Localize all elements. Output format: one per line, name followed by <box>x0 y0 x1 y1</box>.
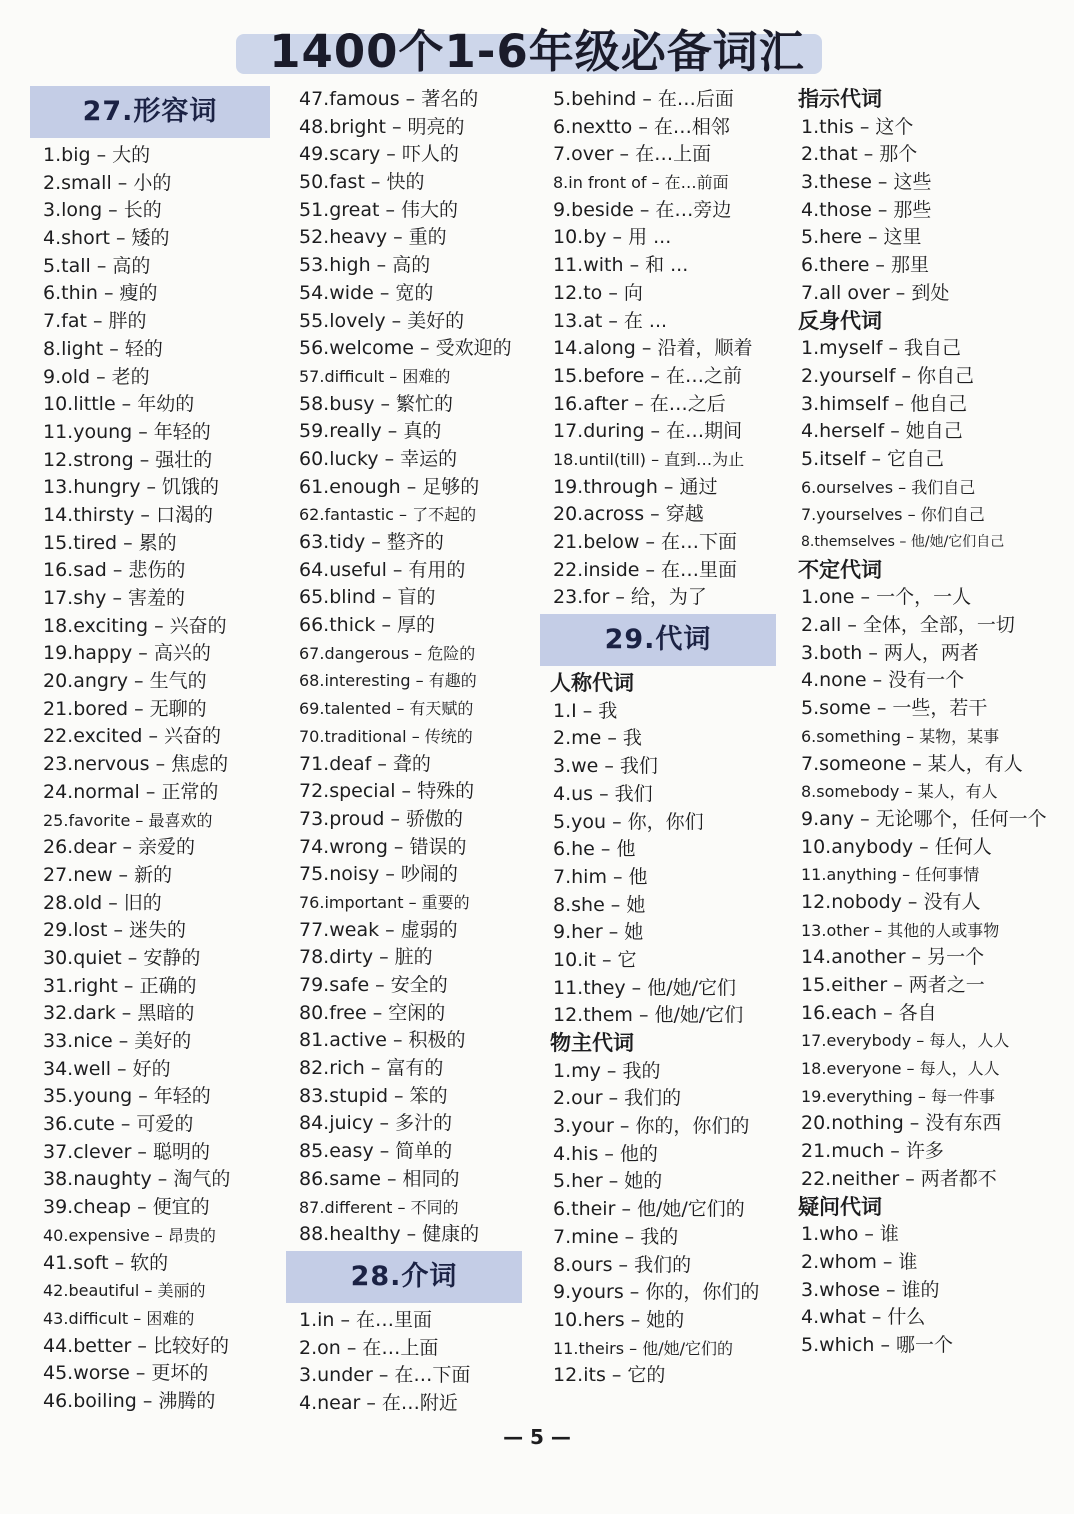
vocab-item: 14.along – 沿着，顺着 <box>553 337 753 360</box>
vocab-item: 6.their – 他/她/它们的 <box>553 1198 745 1221</box>
vocab-item: 77.weak – 虚弱的 <box>299 918 458 941</box>
vocab-item: 20.angry – 生气的 <box>43 670 207 693</box>
column-3 <box>540 86 776 1426</box>
vocab-item: 10.hers – 她的 <box>553 1308 685 1331</box>
vocab-item: 22.neither – 两者都不 <box>801 1167 997 1190</box>
vocab-item: 69.talented – 有天赋的 <box>299 699 474 719</box>
vocab-item: 66.thick – 厚的 <box>299 614 436 637</box>
vocab-item: 11.young – 年轻的 <box>43 420 211 443</box>
vocab-item: 5.you – 你，你们 <box>553 810 704 833</box>
vocab-item: 4.his – 他的 <box>553 1142 658 1165</box>
vocab-item: 39.cheap – 便宜的 <box>43 1196 210 1219</box>
vocab-item: 5.here – 这里 <box>801 226 922 249</box>
vocab-item: 38.naughty – 淘气的 <box>43 1168 231 1191</box>
vocab-item: 27.new – 新的 <box>43 863 173 886</box>
vocab-item: 8.somebody – 某人，有人 <box>801 782 998 802</box>
vocab-item: 10.it – 它 <box>553 948 637 971</box>
vocab-item: 62.fantastic – 了不起的 <box>299 505 477 525</box>
vocab-item: 53.high – 高的 <box>299 254 431 277</box>
vocab-item: 17.shy – 害羞的 <box>43 587 185 609</box>
vocab-item: 3.whose – 谁的 <box>801 1278 940 1301</box>
vocab-item: 46.boiling – 沸腾的 <box>43 1389 216 1412</box>
vocab-item: 9.any – 无论哪个，任何一个 <box>801 807 1047 830</box>
word-list <box>540 698 776 1030</box>
vocab-item: 3.himself – 他自己 <box>801 392 968 415</box>
vocab-item: 21.bored – 无聊的 <box>43 697 207 720</box>
vocab-item: 5.itself – 它自己 <box>801 447 944 470</box>
vocab-item: 87.different – 不同的 <box>299 1197 459 1217</box>
subheader-personal-pronouns: 人称代词 <box>550 671 634 696</box>
vocab-item: 1.this – 这个 <box>801 115 914 138</box>
vocab-item: 74.wrong – 错误的 <box>299 835 467 858</box>
vocab-item: 12.to – 向 <box>553 281 643 304</box>
vocab-item: 8.in front of – 在…前面 <box>553 173 729 193</box>
vocab-item: 10.anybody – 任何人 <box>801 835 992 858</box>
vocab-item: 2.yourself – 你自己 <box>801 364 974 387</box>
vocab-item: 11.they – 他/她/它们 <box>553 976 737 999</box>
vocab-item: 2.me – 我 <box>553 727 642 750</box>
subheader-indefinite-pronouns: 不定代词 <box>798 557 882 582</box>
vocab-item: 5.tall – 高的 <box>43 254 151 277</box>
word-list <box>286 86 522 1249</box>
vocab-item: 2.on – 在…上面 <box>299 1336 439 1359</box>
vocab-item: 88.healthy – 健康的 <box>299 1223 480 1246</box>
vocab-item: 6.thin – 瘦的 <box>43 282 158 305</box>
word-list <box>540 1058 776 1390</box>
vocab-item: 31.right – 正确的 <box>43 974 197 997</box>
vocab-item: 16.each – 各自 <box>801 1001 937 1024</box>
vocab-item: 4.short – 矮的 <box>43 227 170 250</box>
vocab-item: 85.easy – 简单的 <box>299 1140 453 1163</box>
vocab-item: 57.difficult – 困难的 <box>299 366 451 386</box>
subheader-demonstrative-pronouns: 指示代词 <box>798 87 882 111</box>
vocab-item: 54.wide – 宽的 <box>299 281 434 304</box>
vocab-item: 12.strong – 强壮的 <box>43 448 213 471</box>
vocab-item: 68.interesting – 有趣的 <box>299 671 477 691</box>
vocab-item: 23.nervous – 焦虑的 <box>43 753 229 776</box>
vocab-item: 2.small – 小的 <box>43 171 172 194</box>
vocab-item: 1.big – 大的 <box>43 144 151 166</box>
vocab-item: 3.both – 两人，两者 <box>801 641 979 664</box>
vocab-item: 8.light – 轻的 <box>43 337 163 360</box>
vocab-item: 34.well – 好的 <box>43 1057 171 1080</box>
vocab-item: 6.he – 他 <box>553 838 636 861</box>
vocab-item: 79.safe – 安全的 <box>299 974 448 996</box>
vocab-item: 52.heavy – 重的 <box>299 226 447 249</box>
word-list <box>286 1307 522 1418</box>
vocab-item: 33.nice – 美好的 <box>43 1030 192 1052</box>
vocab-item: 9.her – 她 <box>553 921 644 944</box>
vocab-item: 81.active – 积极的 <box>299 1029 466 1052</box>
vocab-item: 36.cute – 可爱的 <box>43 1113 194 1136</box>
vocab-item: 7.yourselves – 你们自己 <box>801 505 985 525</box>
vocab-item: 9.beside – 在…旁边 <box>553 198 732 221</box>
word-list <box>788 114 1032 308</box>
word-list <box>788 584 1047 1193</box>
vocab-item: 10.by – 用 ... <box>553 226 672 249</box>
vocab-item: 58.busy – 繁忙的 <box>299 392 454 415</box>
vocab-item: 2.whom – 谁 <box>801 1250 918 1273</box>
vocab-item: 17.everybody – 每人，人人 <box>801 1031 1010 1051</box>
vocab-item: 18.everyone – 每人，人人 <box>801 1059 1000 1079</box>
title-container <box>0 14 1074 80</box>
vocab-item: 60.lucky – 幸运的 <box>299 447 458 470</box>
vocab-item: 67.dangerous – 危险的 <box>299 643 476 663</box>
vocab-item: 18.until(till) – 直到…为止 <box>553 449 745 469</box>
vocab-item: 82.rich – 富有的 <box>299 1057 444 1080</box>
vocab-item: 8.she – 她 <box>553 893 646 916</box>
vocab-item: 65.blind – 盲的 <box>299 586 436 609</box>
vocab-item: 25.favorite – 最喜欢的 <box>43 810 213 830</box>
page-title: 1400个1-6年级必备词汇 <box>269 24 805 78</box>
vocab-item: 3.we – 我们 <box>553 755 658 778</box>
vocab-item: 6.something – 某物，某事 <box>801 726 1000 746</box>
subheader-interrogative-pronouns: 疑问代词 <box>798 1194 882 1219</box>
vocab-item: 73.proud – 骄傲的 <box>299 807 463 830</box>
vocab-item: 16.after – 在…之后 <box>553 392 726 415</box>
vocab-item: 55.lovely – 美好的 <box>299 309 465 332</box>
vocab-item: 45.worse – 更坏的 <box>43 1362 209 1385</box>
vocab-item: 3.your – 你的，你们的 <box>553 1115 750 1138</box>
word-list <box>540 86 776 612</box>
vocab-item: 37.clever – 聪明的 <box>43 1140 210 1163</box>
vocab-item: 83.stupid – 笨的 <box>299 1084 448 1107</box>
vocab-item: 2.all – 全体，全部，一切 <box>801 614 1015 637</box>
vocab-item: 19.everything – 每一件事 <box>801 1086 995 1106</box>
vocab-item: 75.noisy – 吵闹的 <box>299 863 458 886</box>
word-list <box>30 142 270 1416</box>
vocab-item: 3.long – 长的 <box>43 199 162 222</box>
vocab-item: 7.him – 他 <box>553 865 648 888</box>
vocab-item: 3.these – 这些 <box>801 171 932 194</box>
column-2 <box>286 86 522 1426</box>
vocab-item: 5.which – 哪一个 <box>801 1333 954 1356</box>
vocab-item: 10.little – 年幼的 <box>43 393 195 416</box>
vocab-item: 1.myself – 我自己 <box>801 337 962 360</box>
vocab-item: 56.welcome – 受欢迎的 <box>299 337 512 360</box>
vocab-item: 50.fast – 快的 <box>299 171 425 194</box>
vocab-item: 30.quiet – 安静的 <box>43 946 201 969</box>
vocab-item: 64.useful – 有用的 <box>299 558 466 581</box>
vocab-item: 21.below – 在…下面 <box>553 531 737 553</box>
vocab-item: 5.some – 一些，若干 <box>801 697 988 720</box>
vocab-item: 17.during – 在…期间 <box>553 420 743 443</box>
vocab-item: 4.herself – 她自己 <box>801 420 963 443</box>
vocab-item: 4.us – 我们 <box>553 782 653 805</box>
vocab-item: 44.better – 比较好的 <box>43 1334 229 1357</box>
subheader-reflexive-pronouns: 反身代词 <box>798 308 882 333</box>
vocab-item: 13.at – 在 ... <box>553 309 668 332</box>
vocab-item: 5.her – 她的 <box>553 1170 663 1193</box>
vocab-item: 40.expensive – 昂贵的 <box>43 1225 216 1245</box>
word-list <box>788 335 1032 557</box>
vocab-item: 12.nobody – 没有人 <box>801 890 981 913</box>
vocab-item: 4.those – 那些 <box>801 198 932 221</box>
section-header-pronouns: 29.代词 <box>540 614 776 666</box>
vocab-item: 71.deaf – 聋的 <box>299 752 431 775</box>
vocab-item: 11.theirs – 他/她/它们的 <box>553 1338 734 1358</box>
vocab-item: 22.inside – 在…里面 <box>553 558 738 581</box>
vocab-item: 7.someone – 某人，有人 <box>801 752 1023 775</box>
vocab-item: 28.old – 旧的 <box>43 891 162 914</box>
vocab-item: 13.hungry – 饥饿的 <box>43 476 220 499</box>
vocab-item: 70.traditional – 传统的 <box>299 726 473 746</box>
section-header-adjectives: 27.形容词 <box>30 86 270 138</box>
vocab-item: 4.near – 在…附近 <box>299 1391 458 1414</box>
column-1 <box>30 86 270 1426</box>
vocab-item: 51.great – 伟大的 <box>299 198 459 221</box>
vocab-item: 48.bright – 明亮的 <box>299 115 465 138</box>
word-list <box>788 1221 1032 1359</box>
vocab-item: 61.enough – 足够的 <box>299 475 480 498</box>
vocab-item: 23.for – 给，为了 <box>553 586 707 609</box>
vocab-item: 86.same – 相同的 <box>299 1167 460 1190</box>
vocab-item: 18.exciting – 兴奋的 <box>43 614 227 637</box>
vocab-item: 1.in – 在…里面 <box>299 1308 433 1331</box>
vocab-item: 35.young – 年轻的 <box>43 1085 211 1108</box>
vocab-item: 72.special – 特殊的 <box>299 780 475 803</box>
vocab-item: 6.nextto – 在…相邻 <box>553 115 730 138</box>
vocab-item: 1.who – 谁 <box>801 1223 899 1246</box>
vocab-item: 22.excited – 兴奋的 <box>43 725 221 748</box>
vocab-item: 24.normal – 正常的 <box>43 780 219 803</box>
vocab-item: 7.mine – 我的 <box>553 1225 679 1248</box>
vocab-item: 5.behind – 在…后面 <box>553 88 734 110</box>
vocab-item: 76.important – 重要的 <box>299 892 470 912</box>
subheader-possessive-pronouns: 物主代词 <box>550 1031 634 1055</box>
vocab-item: 9.old – 老的 <box>43 365 150 388</box>
vocab-item: 12.them – 他/她/它们 <box>553 1004 744 1027</box>
vocab-item: 14.another – 另一个 <box>801 946 985 969</box>
vocab-item: 15.either – 两者之一 <box>801 974 985 996</box>
vocab-item: 3.under – 在…下面 <box>299 1364 471 1387</box>
vocab-item: 6.ourselves – 我们自己 <box>801 477 976 497</box>
vocab-item: 9.yours – 你的，你们的 <box>553 1281 760 1304</box>
vocab-item: 26.dear – 亲爱的 <box>43 836 196 859</box>
vocab-item: 14.thirsty – 口渴的 <box>43 503 213 526</box>
vocab-item: 63.tidy – 整齐的 <box>299 531 444 553</box>
vocab-item: 8.ours – 我们的 <box>553 1253 692 1276</box>
vocab-item: 8.themselves – 他/她/它们自己 <box>801 534 1005 550</box>
vocab-item: 41.soft – 软的 <box>43 1251 169 1274</box>
vocab-item: 20.nothing – 没有东西 <box>801 1112 1002 1135</box>
section-header-prepositions: 28.介词 <box>286 1251 522 1303</box>
vocab-item: 42.beautiful – 美丽的 <box>43 1281 206 1301</box>
vocab-item: 4.what – 什么 <box>801 1306 926 1329</box>
vocab-item: 11.with – 和 ... <box>553 254 689 277</box>
vocab-item: 84.juicy – 多汁的 <box>299 1112 453 1135</box>
vocab-item: 32.dark – 黑暗的 <box>43 1002 195 1025</box>
vocab-item: 47.famous – 著名的 <box>299 88 479 110</box>
vocab-item: 21.much – 许多 <box>801 1140 944 1163</box>
vocab-item: 43.difficult – 困难的 <box>43 1308 195 1328</box>
vocab-item: 4.none – 没有一个 <box>801 669 965 692</box>
vocab-item: 59.really – 真的 <box>299 420 442 443</box>
vocab-item: 2.our – 我们的 <box>553 1087 682 1110</box>
vocab-item: 13.other – 其他的人或事物 <box>801 920 1000 940</box>
vocab-item: 29.lost – 迷失的 <box>43 919 187 942</box>
vocab-item: 2.that – 那个 <box>801 143 918 166</box>
vocab-item: 78.dirty – 脏的 <box>299 946 433 969</box>
vocab-item: 11.anything – 任何事情 <box>801 865 980 885</box>
vocab-item: 80.free – 空闲的 <box>299 1001 446 1024</box>
vocab-item: 7.all over – 到处 <box>801 281 950 304</box>
vocab-item: 19.happy – 高兴的 <box>43 642 211 665</box>
vocab-item: 15.tired – 累的 <box>43 531 177 554</box>
vocab-item: 15.before – 在…之前 <box>553 364 742 387</box>
page-number: — 5 — <box>503 1425 571 1449</box>
vocab-item: 1.I – 我 <box>553 699 618 722</box>
vocab-item: 1.my – 我的 <box>553 1059 661 1082</box>
vocab-item: 20.across – 穿越 <box>553 503 704 526</box>
vocab-item: 49.scary – 吓人的 <box>299 143 459 166</box>
vocab-item: 16.sad – 悲伤的 <box>43 559 186 582</box>
column-4 <box>788 86 1047 1426</box>
vocab-item: 6.there – 那里 <box>801 254 929 277</box>
vocab-item: 7.over – 在…上面 <box>553 143 712 166</box>
vocab-item: 12.its – 它的 <box>553 1364 666 1387</box>
vocab-item: 7.fat – 胖的 <box>43 310 147 333</box>
vocab-item: 1.one – 一个，一人 <box>801 586 972 609</box>
vocab-item: 19.through – 通过 <box>553 475 718 498</box>
